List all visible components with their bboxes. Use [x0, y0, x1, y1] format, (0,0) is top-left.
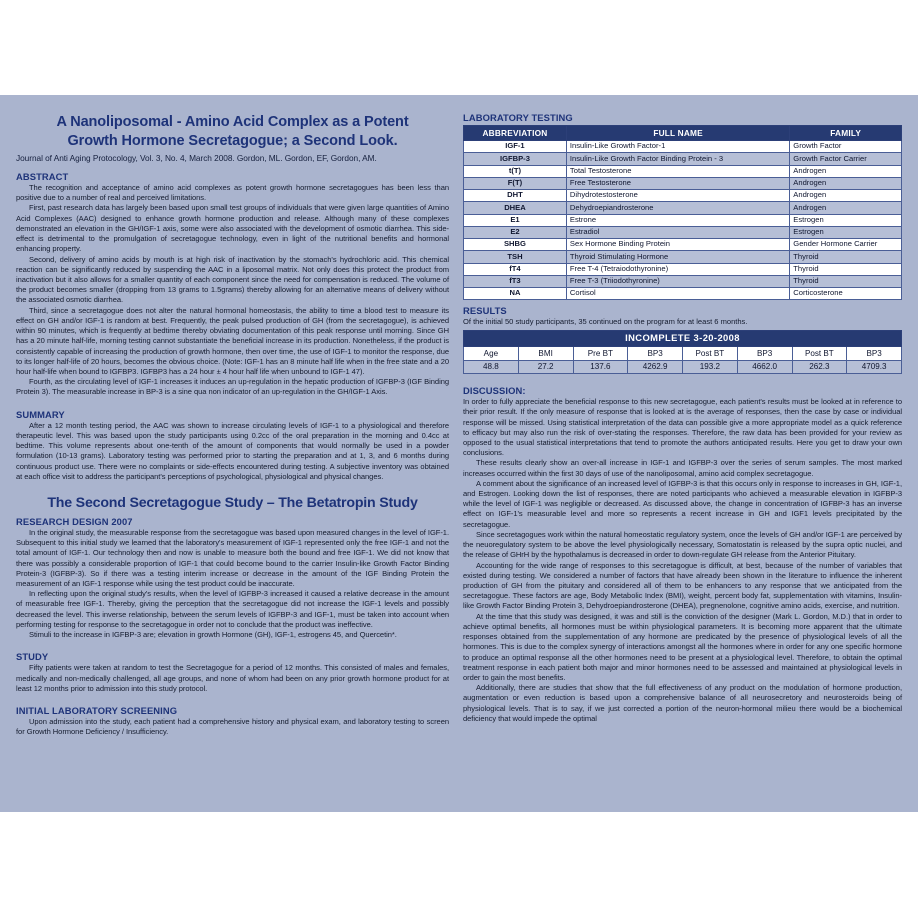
research-design-paragraph: In the original study, the measurable response from the secretagogue was based upon measured changes in the level of IGF-1. Subsequent to this initial study we learned that the laboratory's measurement of IGF-1 represented only the free IGF-1 and not the total amount of IGF-1. Our technology then and now is unable to measure both the bound and free IGF-1. We did not know that there was possibly a considerable proportion of IGF-1 that could become bound to the carrier Insulin-like Growth Factor Binding Protein-3 (IGFBP-3). So if there was a testing interim increase or decrease in the amount of the IGF Binding Protein the measurement of an IGF-1 response while using the test product could be inaccurate.	[16, 527, 449, 589]
results-column-header-bmi: BMI	[518, 347, 573, 360]
heading-laboratory-testing: LABORATORY TESTING	[463, 112, 573, 123]
discussion-paragraph: At the time that this study was designed, it was and still is the conviction of the designer (Mark L. Gordon, M.D.) that in order to achieve optimal benefits, all hormones must be within physiological parameters. It is becoming more apparent that the ultimate responses obtained from the supplementation of any hormone are predicated by the presence of physiological levels of all the hormones. This is due to the complex synergy of interactions amongst all the hormones where in order for any one specific hormone to produce an optimal response all the other hormones need to be present at a physiological level. Therefore, to obtain the optimal treatment response in each patient both major and minor hormones need to be assessed and maintained at physiological levels in order to gain the most benefits.	[463, 611, 902, 682]
table-row	[464, 263, 902, 275]
summary-paragraph: After a 12 month testing period, the AAC was shown to increase circulating levels of IGF-1 to a physiological and therefore therapeutic level. This was based upon the study participants using 0.2cc of the oral preparation in the morning and 0.4cc at bedtime. This volume represents about one-tenth of the amount of components that would normally be used in a powder formulation (10-13 grams). Laboratory testing was performed prior to starting the preparation and at 1, 3, and 6 months during continuous product use. There were no complaints or side-effects encountered during testing. A subjective inventory was obtained at each office visit to address the participant's perceptions of psychological, physiological and physical changes.	[16, 420, 449, 481]
cell-family: Thyroid	[790, 275, 902, 287]
cell-abbreviation: IGFBP-3	[464, 153, 567, 165]
cell-family: Androgen	[790, 165, 902, 177]
table-row	[464, 226, 902, 238]
table-row	[464, 141, 902, 153]
cell-abbreviation: E2	[464, 226, 567, 238]
cell-full-name: Estrone	[566, 214, 789, 226]
cell-full-name: Dihydrotestosterone	[566, 190, 789, 202]
results-table-body	[464, 331, 902, 374]
table-header-row	[464, 126, 902, 141]
cell-abbreviation: TSH	[464, 251, 567, 263]
table-row	[464, 177, 902, 189]
cell-abbreviation: IGF-1	[464, 141, 567, 153]
table-row	[464, 202, 902, 214]
column-header-abbreviation: ABBREVIATION	[464, 126, 567, 141]
abstract-paragraph: Second, delivery of amino acids by mouth is at high risk of inactivation by the stomach's hydrochloric acid. This chemical reaction can be significantly reduced by suspending the AAC in a liposomal matrix. Not only does this protect the product from inactivation but it also allows for a smaller quantity of each component since the need for compensation is reduced. The volume of the product becomes smaller (dropping from 13 grams to 1.5grams) thereby allowing for an alternative means of delivery without the associated osmotic diarrhea.	[16, 254, 449, 305]
cell-full-name: Thyroid Stimulating Hormone	[566, 251, 789, 263]
study-title: The Second Secretagogue Study – The Betatropin Study	[47, 494, 418, 511]
left-column	[16, 107, 459, 802]
byline: Journal of Anti Aging Protocology, Vol. 3, No. 4, March 2008. Gordon, ML. Gordon, EF, Gordon, AM.	[16, 153, 377, 164]
two-column-layout	[0, 95, 918, 812]
research-design-paragraph: In reflecting upon the original study's results, when the level of IGFBP-3 increased it caused a relative decrease in the amount of measurable free IGF-1. Thereby, giving the perception that the secretagogue did not increase the IGF-1 levels and possibly decreased the level. This inverse relationship, between the serum levels of IGFBP-3 and IGF-1, must be taken into account when performing testing for response to the secretagogue in order not to conclude that the product was ineffective.	[16, 589, 449, 629]
right-column	[459, 107, 902, 802]
laboratory-testing-table	[463, 125, 902, 300]
results-column-header-pre-bt: Pre BT	[573, 347, 628, 360]
abstract-paragraph: First, past research data has largely been based upon small test groups of individuals that were given large quantities of Amino Acid Complexes (AAC) designed to enhance growth hormone production and release. Although many of these complexes demonstrated an elevation in the GH/IGF-1 axis, some were also associated with the development of osmotic diarrhea. This side-effect is detrimental to the promulgation of secretagogue technology, even in light of the nutritional benefits and hormonal enhancing property.	[16, 203, 449, 254]
page-title-line-1: A Nanoliposomal - Amino Acid Complex as a Potent	[56, 114, 409, 130]
cell-abbreviation: SHBG	[464, 239, 567, 251]
table-row	[464, 165, 902, 177]
cell-family: Estrogen	[790, 214, 902, 226]
cell-family: Thyroid	[790, 263, 902, 275]
cell-abbreviation: t(T)	[464, 165, 567, 177]
cell-full-name: Insulin-Like Growth Factor-1	[566, 141, 789, 153]
cell-family: Androgen	[790, 177, 902, 189]
poster-page	[0, 95, 918, 812]
results-column-header-bp3-2: BP3	[737, 347, 792, 360]
results-value-bp3-1: 4262.9	[628, 360, 683, 373]
cell-full-name: Total Testosterone	[566, 165, 789, 177]
cell-abbreviation: F(T)	[464, 177, 567, 189]
spacer	[16, 398, 449, 404]
results-value-bp3-3: 4709.3	[847, 360, 902, 373]
discussion-paragraph: Accounting for the wide range of responses to this secretagogue is difficult, at best, because of the number of variables that existed during testing. We considered a number of factors that have already been shown in the literature to influence the inherent production of GH from the pituitary and considered all of them to be enhancers to any response that we anticipated from the secretagogue. These factors are age, Body Metabolic Index (BMI), weight, percent body fat, supplementation with vitamins, Insulin-like Growth Factor Binding Protein 3, Dehydroepiandrosterone (DHEA), pregnenolone, cognitive amino acids, exercise, and nutrition.	[463, 560, 902, 611]
results-column-header-post-bt-2: Post BT	[792, 347, 847, 360]
results-value-bmi: 27.2	[518, 360, 573, 373]
spacer	[463, 374, 902, 380]
cell-abbreviation: E1	[464, 214, 567, 226]
results-note: Of the initial 50 study participants, 35 continued on the program for at least 6 months.	[463, 317, 748, 327]
cell-family: Androgen	[790, 202, 902, 214]
cell-full-name: Free Testosterone	[566, 177, 789, 189]
cell-full-name: Dehydroepiandrosterone	[566, 202, 789, 214]
cell-family: Corticosterone	[790, 288, 902, 300]
table-row	[464, 214, 902, 226]
results-banner: INCOMPLETE 3-20-2008	[464, 331, 902, 347]
heading-research-design: RESEARCH DESIGN 2007	[16, 515, 133, 527]
page-title	[28, 113, 437, 150]
table-row	[464, 288, 902, 300]
heading-discussion: DISCUSSION:	[463, 385, 526, 397]
table-row	[464, 239, 902, 251]
cell-family: Growth Factor Carrier	[790, 153, 902, 165]
table-row	[464, 275, 902, 287]
laboratory-testing-table-body	[464, 141, 902, 300]
spacer	[16, 694, 449, 700]
results-value-post-bt-2: 262.3	[792, 360, 847, 373]
heading-initial-laboratory-screening: INITIAL LABORATORY SCREENING	[16, 705, 178, 717]
heading-study: STUDY	[16, 651, 49, 663]
cell-full-name: Free T-3 (Triiodothyronine)	[566, 275, 789, 287]
results-value-post-bt-1: 193.2	[683, 360, 738, 373]
results-column-header-bp3-3: BP3	[847, 347, 902, 360]
cell-family: Gender Hormone Carrier	[790, 239, 902, 251]
study-paragraph: Fifty patients were taken at random to test the Secretagogue for a period of 12 months. This consisted of males and females, medically and non-medically challenged, all age groups, and none of whom had been on any prior growth hormone product for at least 12 months prior to admission into this study protocol.	[16, 663, 449, 693]
cell-full-name: Free T-4 (Tetraiodothyronine)	[566, 263, 789, 275]
abstract-paragraph: Third, since a secretagogue does not alter the natural hormonal homeostasis, the ability to time a blood test to measure its effect on GH and/or IGF-1 is random at best. Frequently, the peak pulsed production of GH (from the secretagogue), is achieved within 90 minutes, which is frequently at bedtime thereby obviating documentation of this peak response until morning. Since GH has a 20 minute half-life, morning testing cannot substantiate the beneficial increase in its production. Nonetheless, if the product is consistently capable of increasing the production of growth hormone, then over time, the use of IGF-1 to monitor the response, due to its longer half-life of 20 hours, becomes the obvious choice. (Note: IGF-1 has an 8 minute half life when in the free state and a 20 hour half-life when bound to IGFBP3. IGFBP3 has a 24 hour ± 4 hour half life when unbound to IGF-1 47).	[16, 305, 449, 376]
cell-abbreviation: DHT	[464, 190, 567, 202]
cell-full-name: Sex Hormone Binding Protein	[566, 239, 789, 251]
cell-family: Thyroid	[790, 251, 902, 263]
results-value-pre-bt: 137.6	[573, 360, 628, 373]
cell-full-name: Cortisol	[566, 288, 789, 300]
cell-abbreviation: fT3	[464, 275, 567, 287]
abstract-paragraph: The recognition and acceptance of amino acid complexes as potent growth hormone secretagogues has been less than positive due to a number of real and perceived limitations.	[16, 183, 449, 203]
results-value-row	[464, 360, 902, 373]
spacer	[16, 640, 449, 646]
results-column-header-post-bt-1: Post BT	[683, 347, 738, 360]
discussion-paragraph: A comment about the significance of an increased level of IGFBP-3 is that this occurs only in response to increases in GH, IGF-1, and Estrogen. Looking down the list of responses, there are noted participants who achieved a measurable elevation in IGFBP-3 while the level of IGF-1 was negligible or decreased. As discussed above, the change in concentration of IGFBP-3 has an inverse effect on IGF-1's measurable level and more so represents a recent increase in GH and IGF1 levels precipitated by the secretagogue.	[463, 478, 902, 529]
column-header-full-name: FULL NAME	[566, 126, 789, 141]
discussion-paragraph: These results clearly show an over-all increase in IGF-1 and IGFBP-3 over the series of serum samples. The most marked increases occurred within the first 30 days of use of the nanoliposomal, amino acid complex secretagogue.	[463, 458, 902, 478]
results-value-bp3-2: 4662.0	[737, 360, 792, 373]
cell-full-name: Estradiol	[566, 226, 789, 238]
column-header-family: FAMILY	[790, 126, 902, 141]
initial-screening-paragraph: Upon admission into the study, each patient had a comprehensive history and physical exam, and laboratory testing to screen for Growth Hormone Deficiency / Insufficiency.	[16, 717, 449, 737]
cell-abbreviation: DHEA	[464, 202, 567, 214]
cell-abbreviation: fT4	[464, 263, 567, 275]
cell-abbreviation: NA	[464, 288, 567, 300]
results-table	[463, 330, 902, 374]
discussion-paragraph: In order to fully appreciate the beneficial response to this new secretagogue, each patient's results must be looked at in reference to their prior result. If the only measure of response that is looked at is the average of responses, then the case by case or individual response will be missed. Using statistical interpretation of the data can possible give a more appropriate model as a quick reference to efficacy but may also run the risk of over-stating the responses. Therefore, the raw data has been provided for your review as opposed to the usual statistical interpretations that tend to promote the authors anticipated results. Here you get to draw your own conclusions.	[463, 397, 902, 458]
page-title-line-2: Growth Hormone Secretagogue; a Second Look.	[67, 132, 398, 149]
table-row	[464, 251, 902, 263]
results-column-header-bp3-1: BP3	[628, 347, 683, 360]
results-column-header-age: Age	[464, 347, 519, 360]
research-design-paragraph: Stimuli to the increase in IGFBP-3 are; elevation in growth Hormone (GH), IGF-1, estrogens 45, and Quercetin*.	[29, 630, 397, 640]
cell-family: Estrogen	[790, 226, 902, 238]
results-header-row	[464, 347, 902, 360]
cell-full-name: Insulin-Like Growth Factor Binding Protein - 3	[566, 153, 789, 165]
results-value-age: 48.8	[464, 360, 519, 373]
heading-abstract: ABSTRACT	[16, 171, 69, 183]
heading-summary: SUMMARY	[16, 408, 65, 420]
discussion-paragraph: Since secretagogues work within the natural homeostatic regulatory system, once the levels of GH and/or IGF-1 are perceived by the neuoregulatory system to be above the level physiologically necessary, Somatostatin is released by the supra optic nuclei, and the release of GHrH by the hypothalamus is decreased in order to down-regulate GH release from the Anterior Pituitary.	[463, 529, 902, 560]
heading-results: RESULTS	[463, 305, 507, 317]
table-row	[464, 190, 902, 202]
table-row	[464, 153, 902, 165]
abstract-paragraph: Fourth, as the circulating level of IGF-1 increases it induces an up-regulation in the hepatic production of IGFBP-3 (IGF Binding Protein 3). The measurable increase in BP-3 is a sine qua non indicator of an up-regulation in the GH/IGF-1 Axis.	[16, 377, 449, 397]
cell-family: Androgen	[790, 190, 902, 202]
results-banner-row	[464, 331, 902, 347]
cell-family: Growth Factor	[790, 141, 902, 153]
discussion-paragraph: Additionally, there are studies that show that the full effectiveness of any product on the modulation of hormone production, augmentation or even reduction is based upon a comprehensive balance of all neurosecretory and neurosteroids being of physiological levels. That is to say, if we just corrected a portion of the neuron-hormonal milieu there would be a biochemical deficiency that would impede the optimal	[463, 683, 902, 723]
